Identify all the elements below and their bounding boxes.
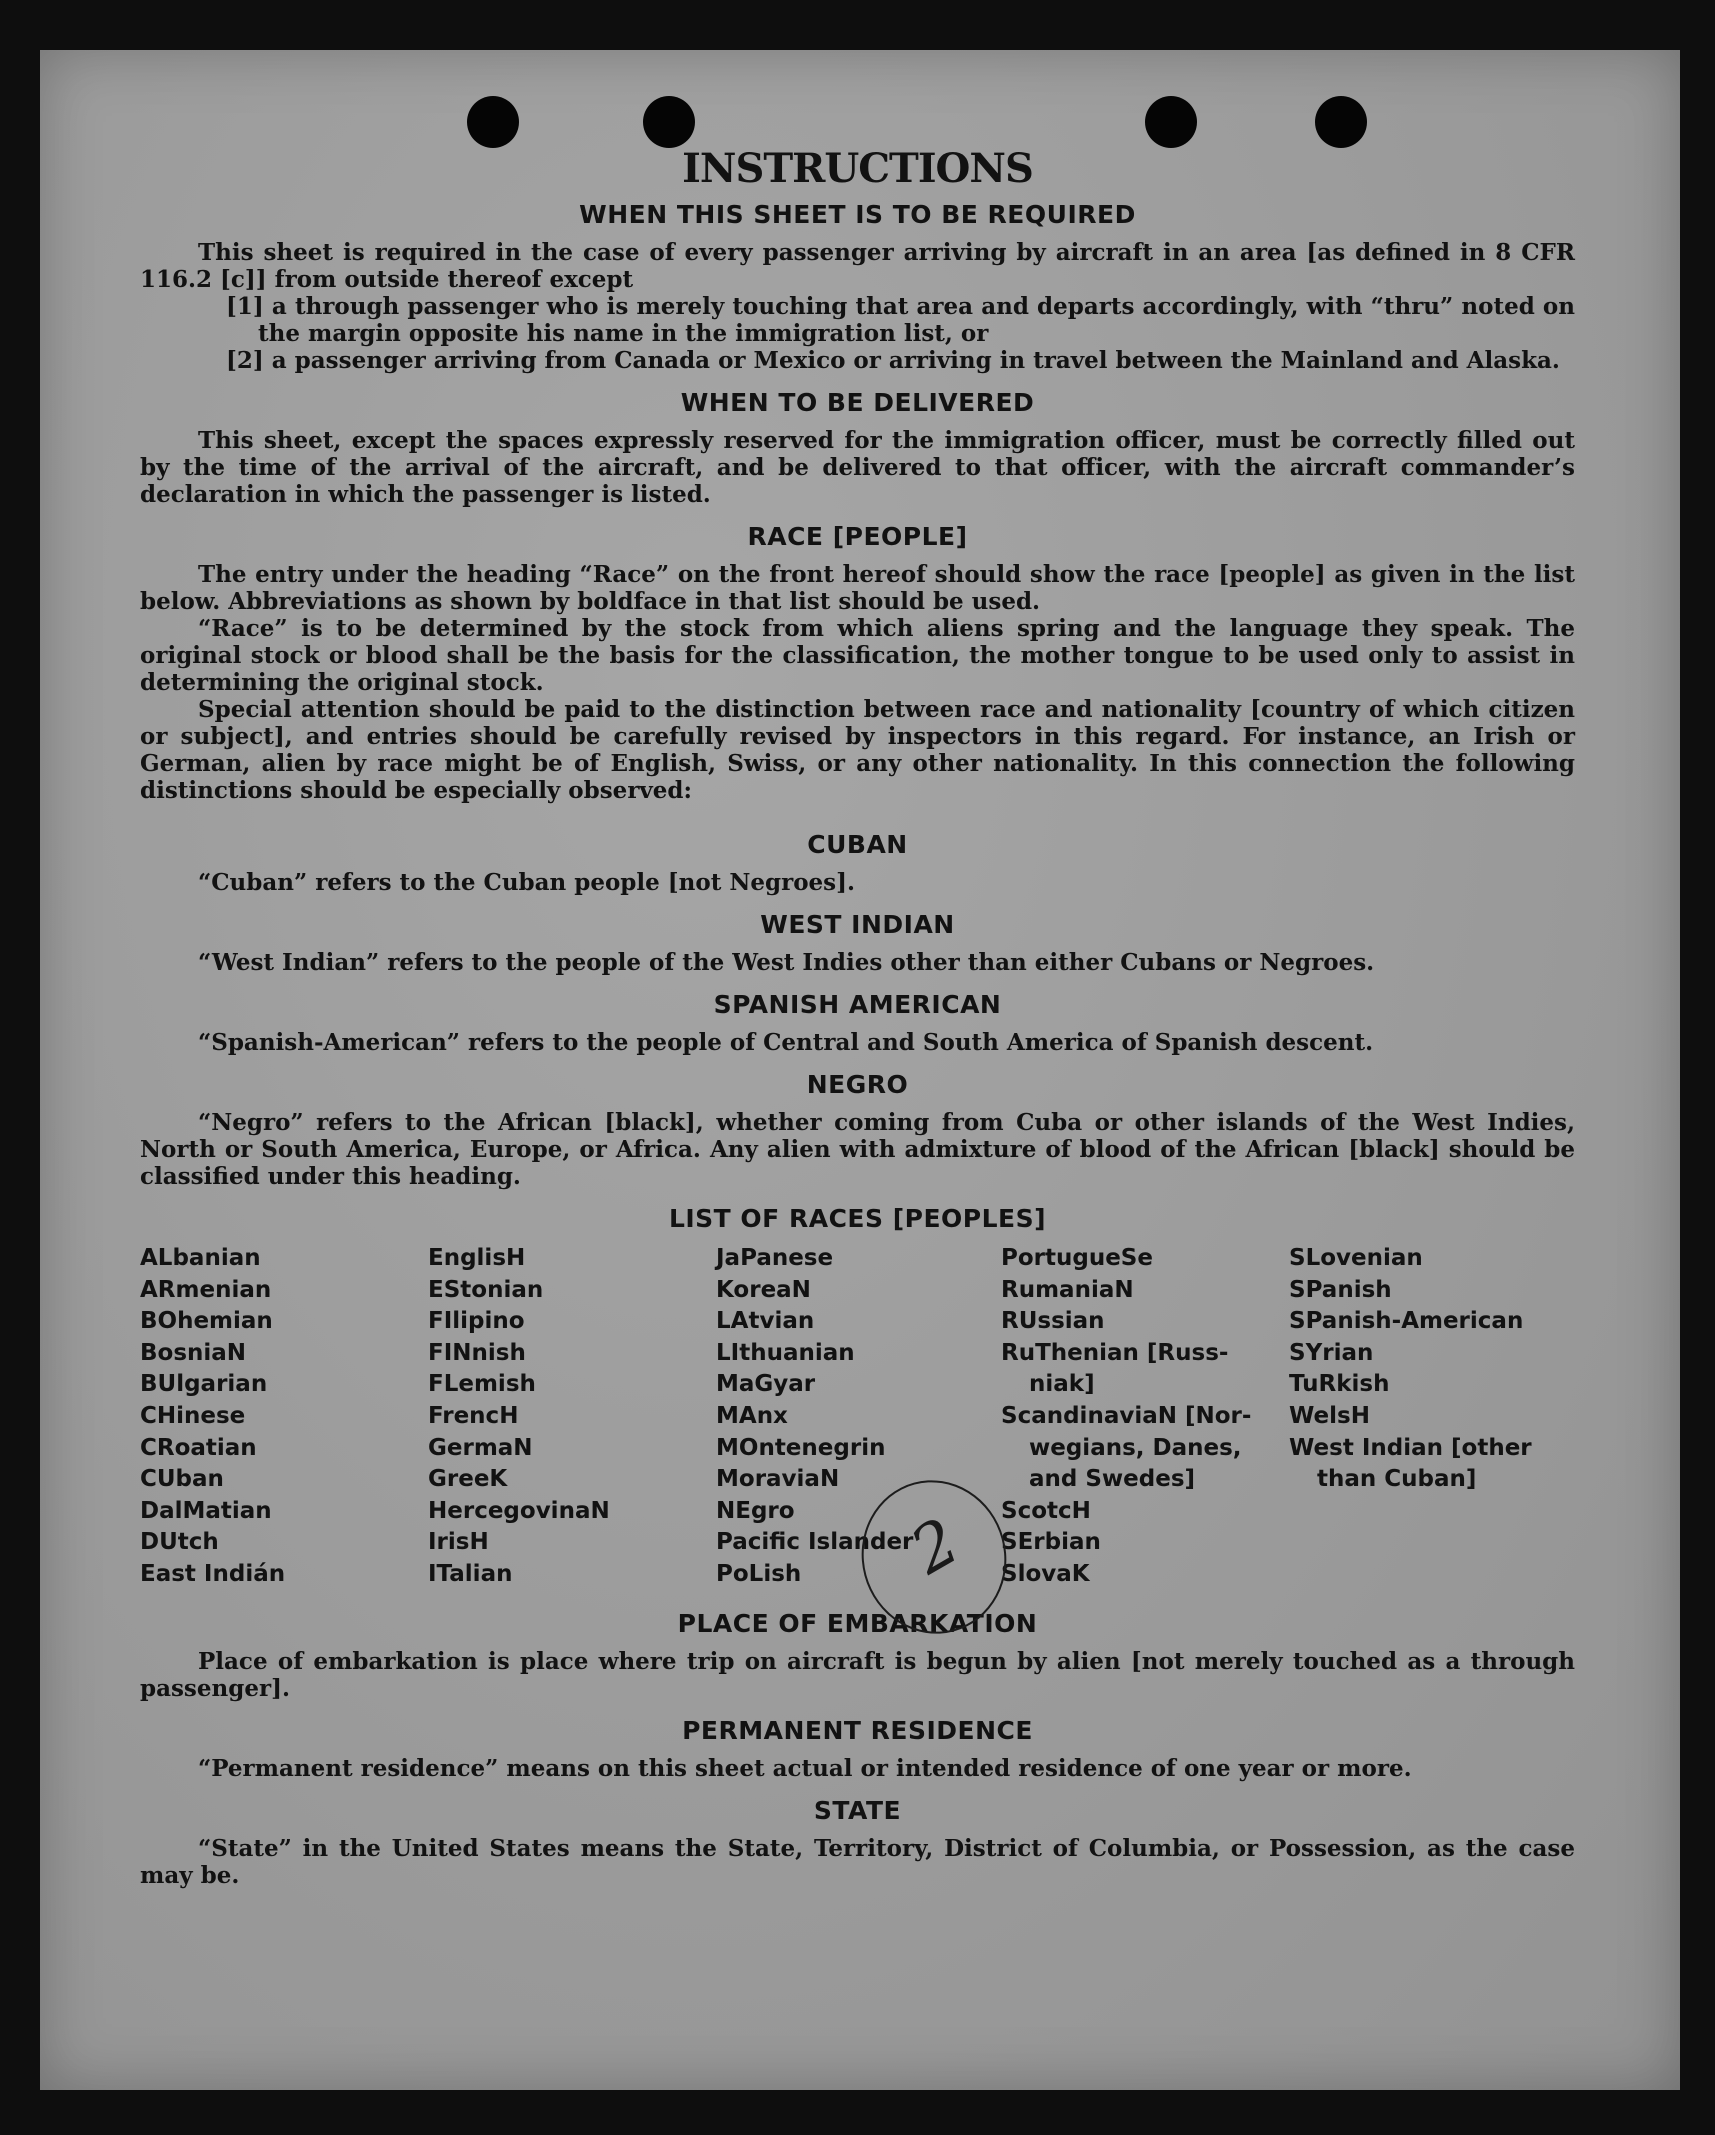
- heading-state: STATE: [813, 1795, 902, 1825]
- races-column-4: [1001, 1243, 1289, 1591]
- races-column-1: [140, 1243, 428, 1591]
- race-entry: Pacific Islander: [716, 1529, 914, 1556]
- spanish-american-text: “Spanish-American” refers to the people of Central and South America of Spanish descent.: [198, 1029, 1374, 1056]
- race-entry-continued: niak]: [1029, 1371, 1095, 1398]
- handwritten-number: 2: [899, 1504, 972, 1590]
- race-entry: MAnx: [716, 1402, 788, 1429]
- race-entry: SYrian: [1289, 1339, 1374, 1366]
- race-entry: SPanish-American: [1289, 1308, 1524, 1335]
- race-entry: DalMatian: [140, 1497, 272, 1524]
- race-entry: WelsH: [1289, 1402, 1370, 1429]
- race-entry: KoreaN: [716, 1276, 811, 1303]
- delivered-text: This sheet, except the spaces expressly reserved for the immigration officer, must be correctly filled out by the time of the arrival of the aircraft, and be delivered to that officer, with the aircraft commander’s declaration in which the passenger is listed.: [140, 427, 1575, 508]
- required-item-1: [1] a through passenger who is merely touching that area and departs accordingly, with “thru” noted on the margin opposite his name in the immigration list, or: [226, 293, 1575, 347]
- race-entry-continued: wegians, Danes,: [1029, 1434, 1242, 1461]
- required-item-2: [2] a passenger arriving from Canada or Mexico or arriving in travel between the Mainland and Alaska.: [226, 347, 1560, 374]
- race-entry: ScotcH: [1001, 1497, 1091, 1524]
- heading-race: RACE [PEOPLE]: [747, 522, 968, 551]
- race-entry-continued: RuThenian [Russ-: [1001, 1339, 1229, 1366]
- race-entry: EnglisH: [428, 1245, 526, 1271]
- race-entry: ScandinaviaN [Nor-: [1001, 1402, 1252, 1429]
- race-entry: East Indián: [140, 1560, 286, 1587]
- race-entry: BOhemian: [140, 1308, 273, 1335]
- race-entry: LIthuanian: [716, 1339, 855, 1366]
- heading-required: WHEN THIS SHEET IS TO BE REQUIRED: [579, 200, 1136, 229]
- heading-embarkation: PLACE OF EMBARKATION: [677, 1608, 1038, 1638]
- heading-permanent-residence: PERMANENT RESIDENCE: [682, 1715, 1033, 1745]
- races-column-2: [428, 1243, 716, 1591]
- heading-delivered: WHEN TO BE DELIVERED: [680, 388, 1035, 417]
- race-entry: FIlipino: [428, 1308, 525, 1335]
- punch-hole-3: [1145, 96, 1197, 148]
- document-content: [140, 145, 1575, 1889]
- negro-text: “Negro” refers to the African [black], whether coming from Cuba or other islands of the West Indies, North or South America, Europe, or Africa. Any alien with admixture of blood of the African [black] should be classified under this heading.: [140, 1109, 1575, 1190]
- race-entry-continued: than Cuban]: [1317, 1466, 1477, 1493]
- race-paragraph-3: Special attention should be paid to the distinction between race and nationality [country of which citizen or subject], and entries should be carefully revised by inspectors in this regard. For instance, an Irish or German, alien by race might be of English, Swiss, or any other nationality. In this connection the following distinctions should be especially observed:: [140, 696, 1575, 804]
- race-entry: NEgro: [716, 1497, 795, 1524]
- races-list: [140, 1243, 1575, 1591]
- race-entry: SLovenian: [1289, 1245, 1423, 1271]
- race-entry: BosniaN: [140, 1339, 247, 1366]
- race-entry: BUlgarian: [140, 1371, 268, 1398]
- race-paragraph-2: “Race” is to be determined by the stock from which aliens spring and the language they speak. The original stock or blood shall be the basis for the classification, the mother tongue to be used only to assist in determining the original stock.: [140, 615, 1575, 696]
- race-entry: CUban: [140, 1466, 224, 1493]
- embarkation-text: Place of embarkation is place where trip on aircraft is begun by alien [not merely touched as a through passenger].: [140, 1647, 1575, 1702]
- race-entry: IrisH: [428, 1529, 489, 1556]
- race-entry: ARmenian: [140, 1276, 272, 1303]
- race-entry: West Indian [other: [1289, 1434, 1532, 1461]
- punch-hole-1: [467, 96, 519, 148]
- race-entry: MOntenegrin: [716, 1434, 886, 1461]
- race-entry: PoLish: [716, 1560, 802, 1587]
- race-entry: SPanish: [1289, 1276, 1392, 1303]
- west-indian-text: “West Indian” refers to the people of the West Indies other than either Cubans or Negroes.: [198, 949, 1375, 976]
- race-entry: EStonian: [428, 1276, 544, 1303]
- residence-text: “Permanent residence” means on this sheet actual or intended residence of one year or more.: [198, 1754, 1412, 1782]
- race-entry: SlovaK: [1001, 1560, 1090, 1587]
- race-entry: MoraviaN: [716, 1466, 840, 1493]
- race-entry: HercegovinaN: [428, 1497, 610, 1524]
- race-entry: FrencH: [428, 1402, 519, 1429]
- heading-spanish-american: SPANISH AMERICAN: [713, 990, 1002, 1019]
- race-entry: CHinese: [140, 1402, 246, 1429]
- race-entry: CRoatian: [140, 1434, 257, 1461]
- race-entry: ITalian: [428, 1560, 513, 1587]
- race-entry: LAtvian: [716, 1308, 815, 1335]
- race-entry: RUssian: [1001, 1308, 1105, 1335]
- race-entry: FINnish: [428, 1339, 526, 1366]
- state-text: “State” in the United States means the State, Territory, District of Columbia, or Possession, as the case may be.: [140, 1834, 1575, 1889]
- required-intro: This sheet is required in the case of every passenger arriving by aircraft in an area [as defined in 8 CFR 116.2 [c]] from outside thereof except: [140, 239, 1575, 293]
- race-entry-continued: and Swedes]: [1029, 1466, 1196, 1493]
- race-entry: RumaniaN: [1001, 1276, 1134, 1303]
- document-title: INSTRUCTIONS: [682, 145, 1033, 192]
- heading-west-indian: WEST INDIAN: [760, 910, 955, 939]
- race-paragraph-1: The entry under the heading “Race” on the front hereof should show the race [people] as given in the list below. Abbreviations as shown by boldface in that list should be used.: [140, 561, 1575, 615]
- race-entry: PortugueSe: [1001, 1245, 1153, 1271]
- race-entry: ALbanian: [140, 1245, 261, 1271]
- heading-list-of-races: LIST OF RACES [PEOPLES]: [668, 1204, 1047, 1233]
- race-entry: FLemish: [428, 1371, 536, 1398]
- punch-hole-2: [643, 96, 695, 148]
- races-column-5: [1289, 1243, 1589, 1591]
- race-entry: JaPanese: [716, 1245, 834, 1271]
- punch-hole-4: [1315, 96, 1367, 148]
- race-entry: GermaN: [428, 1434, 533, 1461]
- race-entry: SErbian: [1001, 1529, 1101, 1556]
- heading-negro: NEGRO: [806, 1070, 909, 1099]
- cuban-text: “Cuban” refers to the Cuban people [not Negroes].: [198, 869, 856, 896]
- race-entry: DUtch: [140, 1529, 219, 1556]
- race-entry: TuRkish: [1289, 1371, 1390, 1398]
- race-entry: MaGyar: [716, 1371, 816, 1398]
- heading-cuban: CUBAN: [807, 830, 908, 859]
- race-entry: GreeK: [428, 1466, 508, 1493]
